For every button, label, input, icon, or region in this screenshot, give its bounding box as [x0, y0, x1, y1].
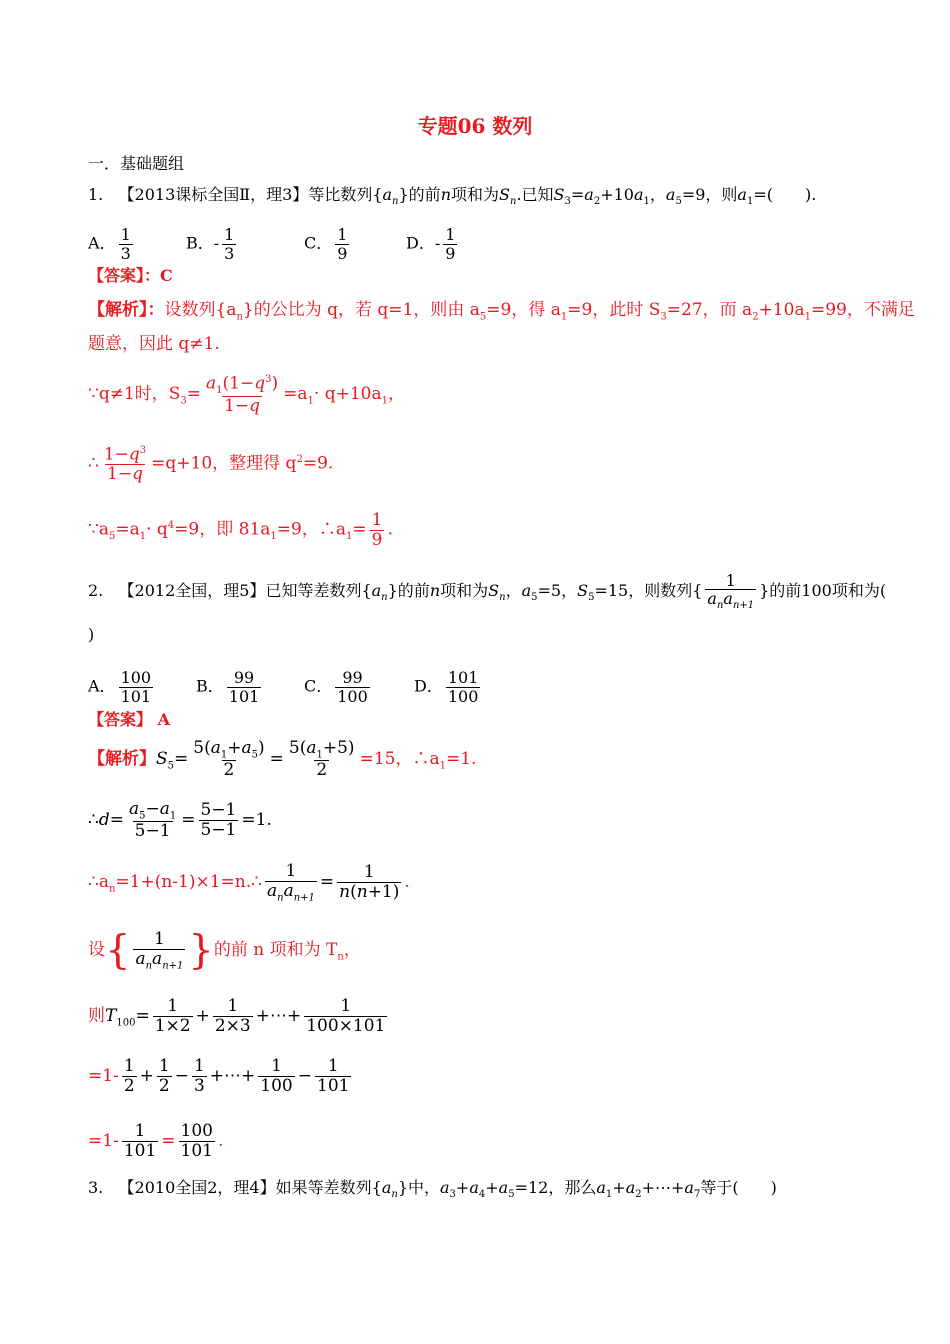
- q1-solution-line4: ∴ $\frac{1-q^3}{1-q}$ =q+10，整理得 $q^2=9$.: [88, 444, 334, 484]
- q1-solution-line5: $\because a_5=a_1\cdot q^4=9$，即 $81a_1=9$，$\therefore a_1=$ $\frac{1}{9}$ .: [88, 509, 393, 550]
- q1-answer: 【答案】：C: [88, 266, 173, 285]
- section-heading: 一．基础题组: [88, 154, 185, 173]
- q2-option-c: C． $\frac{99}{100}$: [304, 668, 368, 706]
- q1-option-d: D．- $\frac{1}{9}$: [406, 225, 456, 263]
- q1-option-a: A． $\frac{1}{3}$: [88, 225, 131, 263]
- q2-solution-line6: =1- $\frac{1}{2}$ + $\frac{1}{2}$ − $\frac{1}{3}$ +⋯+ $\frac{1}{100}$ − $\frac{1}{101}$: [88, 1056, 350, 1096]
- q2-option-a: A． $\frac{100}{101}$: [88, 668, 152, 706]
- q1-option-c: C． $\frac{1}{9}$: [304, 225, 348, 263]
- q1-option-b: B．- $\frac{1}{3}$: [186, 225, 235, 263]
- q3-stem: 3. 【2010全国2，理4】如果等差数列$\{a_n\}$中，$a_3+a_4+a_5=12$，那么$a_1+a_2+\cdots+a_7$等于( ): [88, 1178, 777, 1201]
- q2-stem: 2. 【2012全国，理5】已知等差数列$\{a_n\}$的前n项和为$S_n$，$a_5=5$，$S_5=15$，则数列{ $\frac{1}{a_na_{n+1}}$ }的前100项和为(: [88, 570, 887, 612]
- q2-solution-line7: =1- $\frac{1}{101}$ = $\frac{100}{101}$ .: [88, 1121, 224, 1161]
- q1-solution-line2: 题意，因此 q≠1.: [88, 334, 220, 354]
- q1-solution-line3: ∵q≠1时，$S_3=$ $\frac{a_1(1-q^3)}{1-q}$ $=a_1\cdot q+10a_1$，: [88, 373, 405, 416]
- q1-stem: 1. 【2013课标全国Ⅱ，理3】等比数列$\{a_n\}$的前n项和为$S_n$.已知$S_3=a_2+10a_1$，$a_5=9$，则$a_1=$( ).: [88, 185, 817, 208]
- q2-solution-line4: 设{ $\frac{1}{a_na_{n+1}}$ }的前 n 项和为 $T_n$，: [88, 927, 361, 974]
- page-title: 专题06 数列: [417, 114, 533, 138]
- q2-answer: 【答案】 A: [88, 710, 171, 729]
- q2-option-b: B． $\frac{99}{101}$: [196, 668, 260, 706]
- q1-solution-line1: 【解析】：设数列$\{a_n\}$的公比为 q，若 q=1，则由 $a_5=9$，得 $a_1=9$，此时 $S_3=27$，而 $a_2+10a_1=99$，不满足: [88, 300, 915, 323]
- q2-option-d: D． $\frac{101}{100}$: [414, 668, 479, 706]
- q2-solution-line1: 【解析】$S_5=$ $\frac{5(a_1+a_5)}{2}$ = $\frac{5(a_1+5)}{2}$ =15，$\therefore a_1=1$.: [88, 737, 477, 781]
- q2-solution-line2: ∴d= $\frac{a_5-a_1}{5-1}$ = $\frac{5-1}{5-1}$ =1.: [88, 798, 272, 842]
- q2-solution-line3: $\therefore a_n=1+(n-1)\times 1=n.\therefore$ $\frac{1}{a_na_{n+1}}$ = $\frac{1}{n(n+1)}$ .: [88, 860, 410, 904]
- q2-solution-line5: 则$T_{100}=$ $\frac{1}{1\times 2}$ + $\frac{1}{2\times 3}$ +⋯+ $\frac{1}{100\times 101}$: [88, 996, 386, 1036]
- q2-stem-end: ): [88, 625, 95, 644]
